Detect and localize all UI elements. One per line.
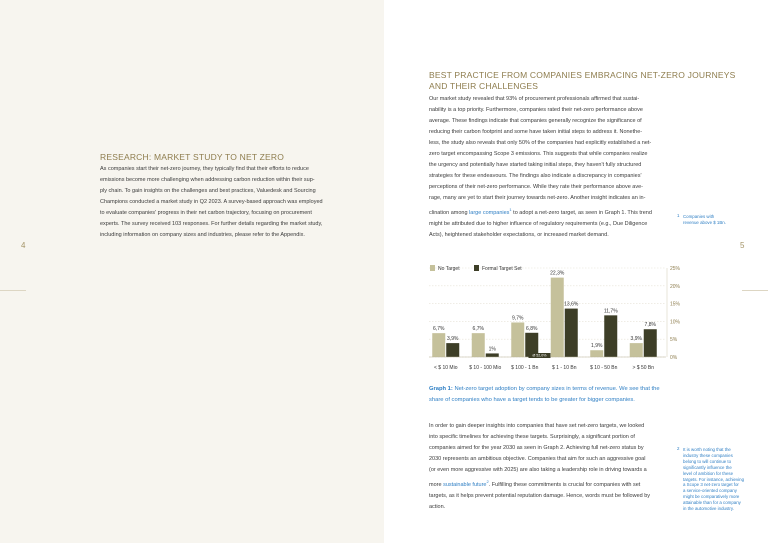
text-line: Companies with [683,214,715,219]
x-tick-label: $ 10 - 50 Bn [590,365,618,371]
footnote-number: 2 [677,446,680,451]
text-line: As companies start their net-zero journey, they typically find that their efforts to reduce [100,166,309,172]
page-edge-line-left [0,290,26,291]
sustainable-future-link[interactable]: sustainable future [443,481,487,488]
text-line: significantly influence the [683,464,732,470]
graph-1-caption [429,384,689,405]
text-run: clination among [429,209,470,216]
text-run: more [429,481,444,488]
text-line: including information on company sizes and industries, please refer to the Appendix. [100,232,305,238]
timelines-paragraph [429,421,674,513]
caption-label: Graph 1: [429,386,453,392]
bar-label-no-target: 6,7% [433,326,445,333]
bar-label-no-target: 1,9% [591,343,603,350]
text-line: attainable than for a company [683,500,741,506]
x-tick-label: $ 100 - 1 Bn [511,365,539,371]
bar-no-target [551,278,564,357]
caption-line [429,384,689,395]
paragraph-lines [429,421,674,476]
section-heading-research: RESEARCH: MARKET STUDY TO NET ZERO [100,152,285,162]
bar-no-target [432,333,445,357]
bar-label-formal-target: 13,6% [564,301,579,308]
text-line: belong to will continue to [683,458,732,464]
text-line: perceptions of their net-zero performance. While they rate their performance above ave- [429,184,643,190]
text-line: Our market study revealed that 93% of procurement professionals affirmed that sustai- [429,96,640,102]
bar-formal-target [644,329,657,357]
text-run: to adopt a net-zero target, as seen in Graph 1. This trend [511,209,652,216]
x-tick-label: < $ 10 Mio [434,365,458,371]
bar-no-target [472,333,485,357]
text-line: a service-oriented company [683,488,737,494]
legend-label-formal-target: Formal Target Set [482,266,522,272]
text-line: emissions become more challenging when addressing carbon reduction within their sup- [100,177,315,183]
y-tick-label: 15% [670,301,681,308]
text-line: nability is a top priority. Furthermore, companies rated their net-zero performance above [429,107,643,113]
paragraph-line: Acts), heightened stakeholder expectations, or increased market demand. [429,231,609,238]
text-line: strategies for these endeavours. The findings also indicate a discrepancy in companies' [429,173,642,179]
text-line: revenue above $ 1Bn. [683,219,726,225]
footnote-ref-2[interactable]: 2 [486,479,489,484]
y-tick-label: 10% [670,319,681,326]
average-badge-label: Ø 52,0% [532,353,547,358]
footnote-text [683,447,744,512]
bar-label-no-target: 6,7% [472,326,484,333]
paragraph-line: might be attributed due to higher influence of regulatory requirements (e.g., Due Diligence [429,220,648,227]
y-tick-label: 5% [670,337,678,344]
text-line: reducing their carbon footprint and some have taken initial steps to address it. Nonethe- [429,129,643,135]
bar-formal-target [486,353,499,357]
bar-label-formal-target: 7,8% [644,322,656,329]
bar-no-target [590,350,603,357]
bar-formal-target [446,343,459,357]
bar-label-formal-target: 3,9% [447,336,459,343]
legend-swatch-no-target [430,265,435,271]
text-line: Champions conducted a market study in Q2 2023. A survey-based approach was employed [100,199,323,205]
text-line: industry these companies [683,452,733,458]
footnote-number: 1 [677,213,680,218]
heading-line-2: AND THEIR CHALLENGES [429,81,539,91]
bar-no-target [630,343,643,357]
paragraph-lines [429,94,674,204]
text-line: (or even more aggressive with 2025) are also taking a leadership role in driving towards a [429,467,647,473]
page-number-right: 5 [740,241,745,250]
text-line: average. These findings indicate that companies generally recognize the significance of [429,118,642,124]
text-line: ply chain. To gain insights on the challenges and best practices, Valuedesk and Sourcing [100,188,316,194]
text-line: the urgency and potentially have started taking initial steps, they haven't fully structured [429,162,642,168]
text-line: zero target encompassing Scope 3 emissions. This suggests that while companies realize [429,151,648,157]
text-run: . Fulfilling these commitments is crucial for companies with set [488,481,641,488]
heading-line-1: BEST PRACTICE FROM COMPANIES EMBRACING NET-ZERO JOURNEYS [429,70,736,80]
bar-formal-target [604,315,617,357]
text-line: a Scope 3 net-zero target for [683,482,739,488]
text-line: to evaluate companies' progress in their net carbon trajectory, focusing on procurement [100,210,312,216]
y-tick-label: 20% [670,283,681,290]
x-tick-label: $ 10 - 100 Mio [469,365,502,371]
bar-label-no-target: 9,7% [512,315,524,322]
text-line: level of ambition for these [683,470,734,476]
bar-no-target [511,322,524,357]
text-line: in the automotive industry. [683,506,734,512]
legend-label-no-target: No Target [438,266,460,272]
paragraph-line: action. [429,503,446,510]
text-line: 2030 represents an ambitious objective. Companies that aim for such an aggressive goal [429,456,646,462]
text-line: In order to gain deeper insights into companies that have set net-zero targets, we looked [429,423,645,429]
section-heading-best-practice [429,70,736,92]
text-line: companies aimed for the year 2030 as seen in Graph 2. Achieving full net-zero status by [429,445,644,451]
footnote-ref-1[interactable]: 1 [509,207,512,212]
paragraph-line: targets, as it helps prevent potential reputation damage. Hence, words must be followed by [429,492,651,499]
text-line: less, the study also reveals that only 50% of the companies had explicitly established a net- [429,140,652,146]
bar-label-formal-target: 6,8% [526,325,538,332]
page-edge-line-right [742,290,768,291]
bar-label-formal-target: 1% [488,346,496,353]
legend-swatch-formal-target [474,265,479,271]
x-tick-label: $ 1 - 10 Bn [552,365,577,371]
paragraph-line-large-companies [429,204,674,219]
y-tick-label: 25% [670,266,681,272]
text-line: It is worth noting that the [683,447,731,452]
text-line: into specific timelines for achieving these targets. Surprisingly, a significant portion of [429,434,635,440]
research-paragraph [100,164,375,241]
bar-label-no-target: 22,3% [550,270,565,277]
x-tick-label: > $ 50 Bn [632,365,655,371]
caption-line: share of companies who have a target tends to be greater for bigger companies. [429,396,635,403]
text-line: rage, many are yet to start their journey towards net-zero. Another insight indicates an in- [429,195,646,201]
large-companies-link[interactable]: large companies [469,209,510,216]
caption-text: Net-zero target adoption by company sizes in terms of revenue. We see that the [452,386,660,392]
bar-formal-target [565,309,578,357]
page-number-left: 4 [21,241,26,250]
bar-label-no-target: 3,9% [630,336,642,343]
text-line: targets. For instance, achieving [683,476,745,482]
y-tick-label: 0% [670,355,678,361]
text-line: experts. The survey received 103 responses. For further details regarding the market study, [100,221,323,227]
paragraph-line-sustainable-future [429,476,674,491]
best-practice-paragraph [429,94,674,241]
bar-label-formal-target: 11,7% [603,308,618,315]
footnote-text [683,214,726,226]
text-line: might be comparatively more [683,494,740,500]
